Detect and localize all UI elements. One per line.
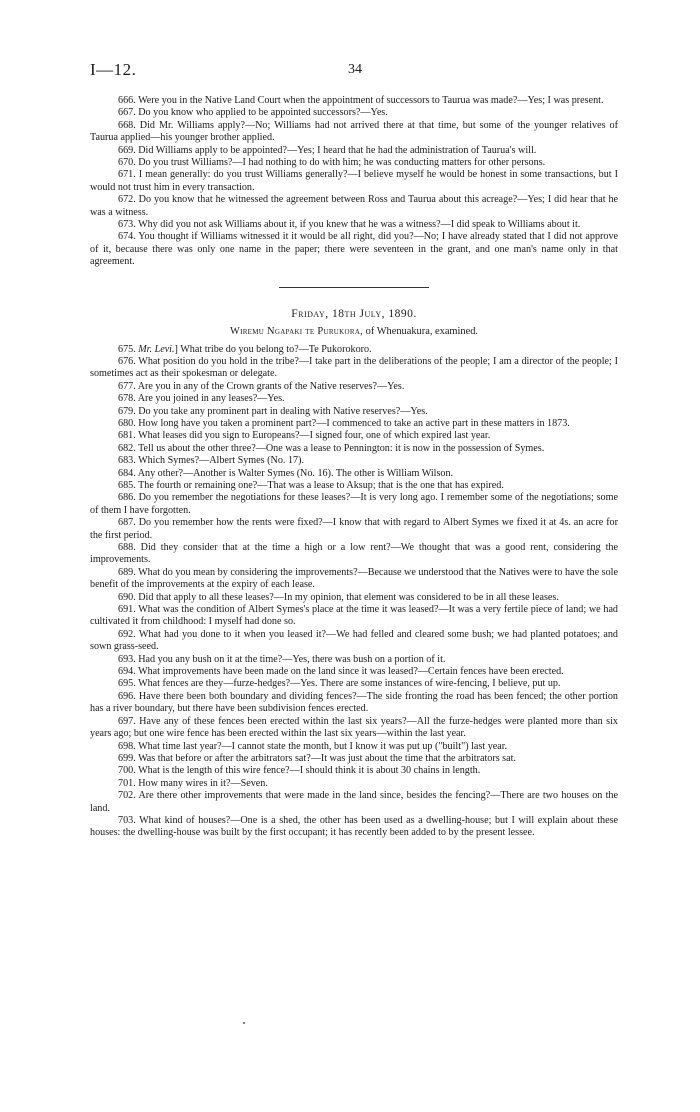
question-paragraph: 680. How long have you taken a prominent part?—I commenced to take an active part in these matters in 1873. — [118, 417, 570, 429]
question-paragraph: 694. What improvements have been made on the land since it was leased?—Certain fences have been erected. — [118, 666, 564, 678]
testimony-section-1 — [90, 95, 618, 269]
question-paragraph: 683. Which Symes?—Albert Symes (No. 17). — [118, 455, 304, 467]
question-paragraph: 681. What leases did you sign to Europeans?—I signed four, one of which expired last year. — [118, 430, 491, 442]
question-paragraph: 701. How many wires in it?—Seven. — [118, 777, 268, 789]
question-paragraph: 686. Do you remember the negotiations for these leases?—It is very long ago. I remember some of the negotiations; some of them I have forgotten. — [90, 492, 618, 516]
question-paragraph: 700. What is the length of this wire fence?—I should think it is about 30 chains in length. — [118, 765, 481, 777]
page-speck — [243, 1022, 245, 1024]
witness-name: Wiremu Ngapaki te Purukora, — [229, 326, 364, 338]
question-paragraph: 698. What time last year?—I cannot state the month, but I know it was put up ("built") last year. — [118, 740, 508, 752]
question-paragraph: 702. Are there other improvements that were made in the land since, besides the fencing?—There are two houses on the land. — [90, 790, 618, 814]
document-body — [90, 95, 618, 840]
section-divider — [279, 287, 429, 288]
question-paragraph: 669. Did Williams apply to be appointed?—Yes; I heard that he had the administration of Taurua's will. — [118, 144, 537, 156]
question-paragraph: 671. I mean generally: do you trust Williams generally?—I believe myself he would be honest in some transactions, but I would not trust him in every transaction. — [90, 169, 618, 193]
question-paragraph: 690. Did that apply to all these leases?—In my opinion, that element was considered to be in all these leases. — [118, 591, 559, 603]
question-number: 675. — [118, 343, 139, 355]
question-paragraph: 677. Are you in any of the Crown grants of the Native reserves?—Yes. — [118, 380, 405, 392]
question-paragraph: 699. Was that before or after the arbitrators sat?—It was just about the time that the arbitrators sat. — [118, 752, 516, 764]
question-paragraph: 673. Why did you not ask Williams about it, if you knew that he was a witness?—I did speak to Williams about it. — [118, 219, 581, 231]
document-reference: I—12. — [90, 60, 137, 79]
question-paragraph: 685. The fourth or remaining one?—That was a lease to Aksup; that is the one that has expired. — [118, 479, 504, 491]
page-number: 34 — [348, 62, 362, 77]
question-paragraph: 697. Have any of these fences been erected within the last six years?—All the furze-hedges were planted more than six years ago; but one wire fence has been erected within the last six years—within the last year. — [90, 715, 618, 740]
question-paragraph: 695. What fences are they—furze-hedges?—Yes. There are some instances of wire-fencing, I believe, put up. — [118, 678, 561, 690]
question-paragraph — [90, 344, 618, 356]
question-paragraph: 678. Are you joined in any leases?—Yes. — [118, 393, 285, 405]
speaker-name: Mr. Levi. — [138, 343, 175, 355]
question-paragraph: 670. Do you trust Williams?—I had nothing to do with him; he was conducting matters for other persons. — [118, 157, 546, 169]
question-paragraph: 667. Do you know who applied to be appointed successors?—Yes. — [118, 107, 388, 119]
question-paragraph: 684. Any other?—Another is Walter Symes (No. 16). The other is William Wilson. — [118, 467, 454, 479]
question-text: ] What tribe do you belong to?—Te Pukorokoro. — [174, 343, 372, 355]
date-heading: Friday, 18th July, 1890. — [291, 307, 417, 320]
question-paragraph: 679. Do you take any prominent part in dealing with Native reserves?—Yes. — [118, 405, 428, 417]
question-paragraph: 668. Did Mr. Williams apply?—No; Williams had not arrived there at that time, but some of the younger relatives of Taurua applied—his younger brother applied. — [90, 119, 618, 144]
question-paragraph: 682. Tell us about the other three?—One was a lease to Pennington: it is now in the possession of Symes. — [118, 442, 545, 454]
question-paragraph: 689. What do you mean by considering the improvements?—Because we understood that the Natives were to have the sole benefit of the improvements at the expiry of each lease. — [90, 566, 618, 591]
question-paragraph: 672. Do you know that he witnessed the agreement between Ross and Taurua about this acreage?—Yes; I did hear that he was a witness. — [90, 194, 618, 218]
question-paragraph: 674. You thought if Williams witnessed it it would be all right, did you?—No; I have already stated that I did not approve of it, because there was only one name in the paper; there were seventeen in the grant, and one man's name only in that agreement. — [90, 231, 618, 268]
question-paragraph: 696. Have there been both boundary and dividing fences?—The side fronting the road has been fenced; the other portion has a river boundary, but there have been subdivision fences erected. — [90, 690, 618, 715]
question-paragraph: 691. What was the condition of Albert Symes's place at the time it was leased?—It was a very fertile piece of land; we had cultivated it from childhood: I myself had done so. — [90, 604, 618, 628]
question-paragraph: 692. What had you done to it when you leased it?—We had felled and cleared some bush; we had planted potatoes; and sown grass-seed. — [90, 628, 618, 653]
question-paragraph: 703. What kind of houses?—One is a shed, the other has been used as a dwelling-house; but I will explain about these houses: the dwelling-house was built by the first occupant; it has recently been added to by the present lessee. — [90, 814, 618, 839]
question-paragraph: 676. What position do you hold in the tribe?—I take part in the deliberations of the people; I am a director of the people; I sometimes act as their spokesman or delegate. — [90, 355, 618, 380]
question-paragraph: 688. Did they consider that at the time a high or a low rent?—We thought that was a good rent, considering the improvements. — [90, 542, 618, 566]
witness-heading — [90, 326, 618, 338]
question-paragraph: 693. Had you any bush on it at the time?—Yes, there was bush on a portion of it. — [118, 653, 446, 665]
page-header — [90, 60, 620, 80]
question-paragraph: 666. Were you in the Native Land Court when the appointment of successors to Taurua was made?—Yes; I was present. — [118, 95, 604, 106]
testimony-section-2 — [90, 356, 618, 840]
question-paragraph: 687. Do you remember how the rents were fixed?—I know that with regard to Albert Symes we fixed it at 4s. an acre for the first period. — [90, 517, 618, 541]
witness-description: of Whenuakura, examined. — [363, 326, 479, 338]
